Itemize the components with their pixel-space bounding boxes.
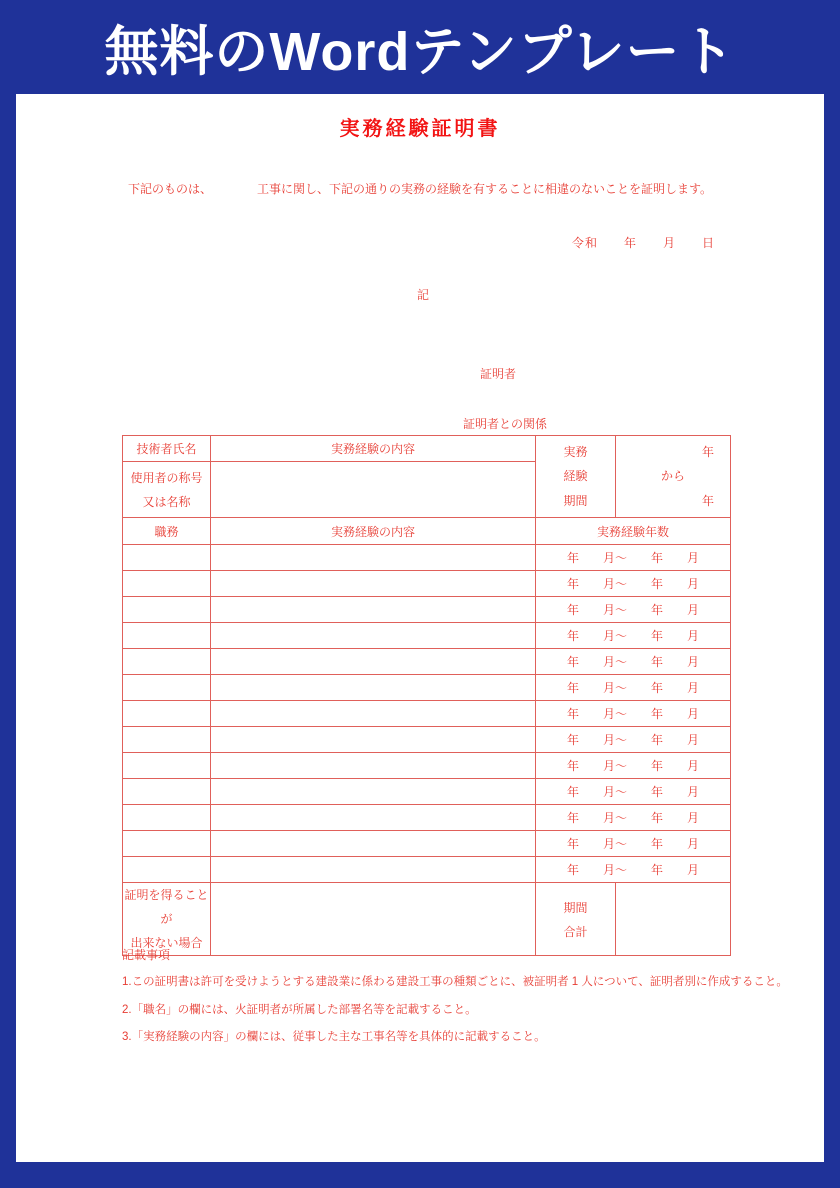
- year-range-cell: 年 月～ 年 月: [536, 623, 731, 649]
- content-cell: [211, 805, 536, 831]
- period-total-value-cell: [616, 883, 731, 956]
- role-cell: [123, 623, 211, 649]
- year-range-cell: 年 月～ 年 月: [536, 831, 731, 857]
- content-header-top: 実務経験の内容: [211, 436, 536, 462]
- site-banner: [0, 0, 840, 94]
- content-cell: [211, 675, 536, 701]
- footer-total-label: 合計: [563, 924, 588, 939]
- role-cell: [123, 805, 211, 831]
- note-item-3: 3.「実務経験の内容」の欄には、従事した主な工事名等を具体的に記載すること。: [122, 1031, 546, 1043]
- year-range-cell: 年 月～ 年 月: [536, 597, 731, 623]
- site-banner-title: 無料のWordテンプレート: [104, 21, 736, 82]
- year-range-cell: 年 月～ 年 月: [536, 649, 731, 675]
- no-proof-label-cell: [123, 883, 211, 956]
- year-range-cell: 年 月～ 年 月: [536, 779, 731, 805]
- year-range-cell: 年 月～ 年 月: [536, 857, 731, 883]
- table-row-footer: [123, 883, 731, 956]
- document-page: [16, 94, 824, 1162]
- year-range-cell: 年 月～ 年 月: [536, 545, 731, 571]
- content-cell: [211, 597, 536, 623]
- table-row: [123, 857, 731, 883]
- role-cell: [123, 545, 211, 571]
- engineer-name-header: 技術者氏名: [123, 436, 211, 462]
- period-value-year-to: 年: [701, 493, 714, 508]
- content-header-mid: 実務経験の内容: [211, 518, 536, 545]
- table-row: [123, 675, 731, 701]
- table-row: [123, 597, 731, 623]
- period-label-line1: 実務: [563, 445, 588, 460]
- period-label-line2: 経験: [563, 469, 588, 484]
- table-row: [123, 571, 731, 597]
- certifier-label: 証明者: [480, 367, 517, 381]
- year-range-cell: 年 月～ 年 月: [536, 805, 731, 831]
- table-row: [123, 727, 731, 753]
- content-cell: [211, 649, 536, 675]
- content-cell: [211, 831, 536, 857]
- intro-prefix: 下記のものは、: [128, 182, 213, 196]
- content-cell: [211, 753, 536, 779]
- experience-table: [122, 435, 731, 956]
- table-row: [123, 831, 731, 857]
- year-range-cell: 年 月～ 年 月: [536, 571, 731, 597]
- table-row: [123, 701, 731, 727]
- content-cell: [211, 727, 536, 753]
- year-range-cell: 年 月～ 年 月: [536, 701, 731, 727]
- role-cell: [123, 779, 211, 805]
- document-title: 実務経験証明書: [339, 118, 501, 140]
- experience-period-value-cell: [616, 436, 731, 518]
- table-row: [123, 753, 731, 779]
- no-proof-line1: 証明を得ることが: [124, 888, 209, 926]
- table-row-subheader: [123, 518, 731, 545]
- table-row: [123, 805, 731, 831]
- role-header: 職務: [123, 518, 211, 545]
- content-cell: [211, 623, 536, 649]
- table-row: [123, 649, 731, 675]
- role-cell: [123, 571, 211, 597]
- content-cell: [211, 701, 536, 727]
- role-cell: [123, 831, 211, 857]
- role-cell: [123, 727, 211, 753]
- table-row: [123, 545, 731, 571]
- content-cell: [211, 545, 536, 571]
- employer-name-header: [123, 462, 211, 518]
- table-row-engineer: [123, 436, 731, 462]
- year-range-cell: 年 月～ 年 月: [536, 753, 731, 779]
- no-proof-line2: 出来ない場合: [130, 936, 203, 950]
- content-cell: [211, 571, 536, 597]
- no-proof-content-cell: [211, 883, 536, 956]
- note-item-1: 1.この証明書は許可を受けようとする建設業に係わる建設工事の種類ごとに、被証明者 1 人について、証明者別に作成すること。: [122, 976, 788, 988]
- ki-label: 記: [417, 288, 430, 302]
- role-cell: [123, 701, 211, 727]
- role-cell: [123, 857, 211, 883]
- intro-line: [128, 180, 712, 197]
- role-cell: [123, 649, 211, 675]
- year-range-cell: 年 月～ 年 月: [536, 675, 731, 701]
- year-range-cell: 年 月～ 年 月: [536, 727, 731, 753]
- role-cell: [123, 597, 211, 623]
- footer-period-label: 期間: [563, 900, 588, 915]
- note-item-2: 2.「職名」の欄には、火証明者が所属した部署名等を記載すること。: [122, 1004, 477, 1016]
- role-cell: [123, 753, 211, 779]
- period-label-line3: 期間: [563, 493, 588, 508]
- table-row: [123, 779, 731, 805]
- experience-period-label-cell: [536, 436, 616, 518]
- period-value-kara: から: [660, 469, 685, 484]
- employer-line1: 使用者の称号: [130, 470, 203, 485]
- period-value-year-from: 年: [701, 445, 714, 460]
- intro-suffix: 工事に関し、下記の通りの実務の経験を有することに相違のないことを証明します。: [257, 182, 713, 196]
- content-cell: [211, 779, 536, 805]
- years-header: 実務経験年数: [536, 518, 731, 545]
- certifier-relation-label: 証明者との関係: [463, 417, 548, 431]
- employer-content-cell: [211, 462, 536, 518]
- content-cell: [211, 857, 536, 883]
- notes-heading: 記載事項: [122, 948, 171, 962]
- date-line: 令和 年 月 日: [572, 236, 716, 250]
- employer-line2: 又は名称: [142, 494, 191, 509]
- table-row: [123, 623, 731, 649]
- role-cell: [123, 675, 211, 701]
- period-total-label-cell: [536, 883, 616, 956]
